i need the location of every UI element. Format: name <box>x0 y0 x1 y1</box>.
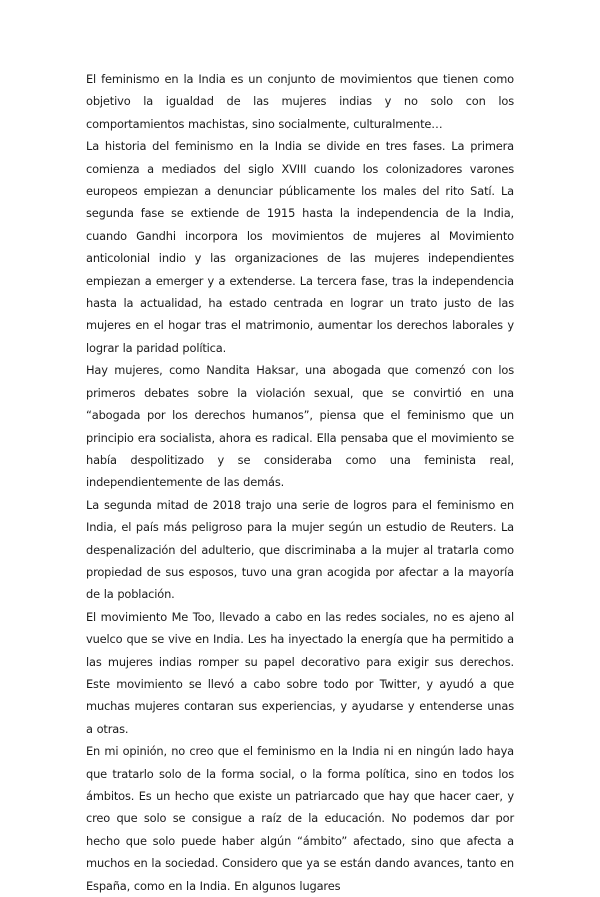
paragraph-opinion: En mi opinión, no creo que el feminismo en la India ni en ningún lado haya que tratarlo solo de la forma social, o la forma política, sino en todos los ámbitos. Es un hecho que existe un patriarcado que hay que hacer caer, y creo que solo se consigue a raíz de la educación. No podemos dar por hecho que solo puede haber algún “ámbito” afectado, sino que afecta a muchos en la sociedad. Considero que ya se están dando avances, tanto en España, como en la India. En algunos lugares <box>86 744 514 893</box>
paragraph-me-too: El movimiento Me Too, llevado a cabo en las redes sociales, no es ajeno al vuelco que se vive en India. Les ha inyectado la energía que ha permitido a las mujeres indias romper su papel decorativo para exigir sus derechos. Este movimiento se llevó a cabo sobre todo por Twitter, y ayudó a que muchas mujeres contaran sus experiencias, y ayudarse y entenderse unas a otras. <box>86 609 514 736</box>
paragraph-history: La historia del feminismo en la India se divide en tres fases. La primera comienza a mediados del siglo XVIII cuando los colonizadores varones europeos empiezan a denunciar públicamente los males del rito Satí. La segunda fase se extiende de 1915 hasta la independencia de la India, cuando Gandhi incorpora los movimientos de mujeres al Movimiento anticolonial indio y las organizaciones de las mujeres independientes empiezan a emerger y a extenderse. La tercera fase, tras la independencia hasta la actualidad, ha estado centrada en lograr un trato justo de las mujeres en el hogar tras el matrimonio, aumentar los derechos laborales y lograr la paridad política. <box>86 139 514 355</box>
document-body <box>86 68 514 897</box>
paragraph-2018-achievements: La segunda mitad de 2018 trajo una serie de logros para el feminismo en India, el país más peligroso para la mujer según un estudio de Reuters. La despenalización del adulterio, que discriminaba a la mujer al tratarla como propiedad de sus esposos, tuvo una gran acogida por afectar a la mayoría de la población. <box>86 497 514 602</box>
paragraph-nandita-haksar: Hay mujeres, como Nandita Haksar, una abogada que comenzó con los primeros debates sobre la violación sexual, que se convirtió en una “abogada por los derechos humanos”, piensa que el feminismo que un principio era socialista, ahora es radical. Ella pensaba que el movimiento se había despolitizado y se consideraba como una feminista real, independientemente de las demás. <box>86 363 514 490</box>
paragraph-intro: El feminismo en la India es un conjunto de movimientos que tienen como objetivo la igualdad de las mujeres indias y no solo con los comportamientos machistas, sino socialmente, culturalmente… <box>86 72 514 131</box>
